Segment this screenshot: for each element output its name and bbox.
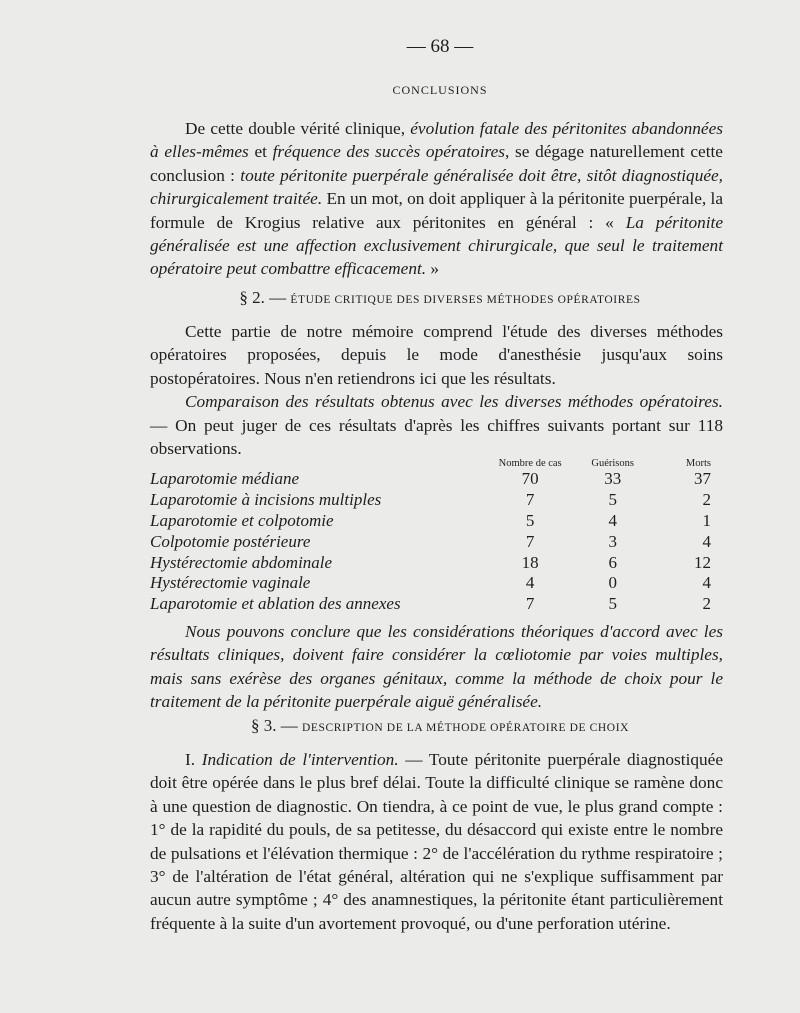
- column-header: Guérisons: [591, 458, 634, 469]
- paragraph-text: Cette partie de notre mémoire comprend l'étude des diverses méthodes opératoires proposées, depuis le mode d'anesthésie jusqu'aux soins postopératoires. Nous n'en retiendrons ici que les résultats.: [150, 322, 723, 388]
- table-row: Hystérectomie abdominale 18 6 12: [150, 552, 711, 572]
- section-title: CONCLUSIONS: [392, 83, 488, 97]
- table-row: Laparotomie et colpotomie 5 4 1: [150, 510, 711, 530]
- paragraph-text: De cette double vérité clinique, évolution fatale des péritonites abandonnées à elles-mêmes et fréquence des succès opératoires, se dégage naturellement cette conclusion : toute péritonite puerpérale généralisée doit être, sitôt diagnostiquée, chirurgicalement traitée. En un mot, on doit appliquer à la péritonite puerpérale, la formule de Krogius relative aux péritonites en général : « La péritonite généralisée est une affection exclusivement chirurgicale, que seul le traitement opératoire peut combattre efficacement. »: [150, 119, 724, 279]
- conclusion-paragraph: [150, 117, 723, 281]
- table-row: Colpotomie postérieure 7 3 4: [150, 531, 711, 551]
- methods-paragraph: [150, 320, 723, 460]
- section-heading-2: § 2. — ÉTUDE CRITIQUE DES DIVERSES MÉTHODES OPÉRATOIRES: [239, 288, 641, 307]
- column-header: Nombre de cas: [498, 458, 562, 469]
- paragraph-text: Nous pouvons conclure que les considérations théoriques d'accord avec les résultats cliniques, doivent faire considérer la cœliotomie par voies multiples, mais sans exérèse des organes génitaux, comme la méthode de choix pour le traitement de la péritonite puerpérale aiguë généralisée.: [150, 622, 723, 712]
- page-number: — 68 —: [406, 36, 474, 57]
- table-row: Laparotomie médiane 70 33 37: [150, 469, 711, 489]
- conclusion-italic-paragraph: [150, 620, 723, 714]
- indication-paragraph: [150, 748, 723, 935]
- section-heading-3: § 3. — DESCRIPTION DE LA MÉTHODE OPÉRATOIRE DE CHOIX: [250, 716, 630, 735]
- table-row: Laparotomie et ablation des annexes 7 5 2: [150, 594, 711, 614]
- table-row: Laparotomie à incisions multiples 7 5 2: [150, 490, 711, 510]
- table-row: Hystérectomie vaginale 4 0 4: [150, 573, 711, 593]
- column-header: Morts: [685, 458, 711, 469]
- results-table: [150, 451, 723, 615]
- paragraph-text: Comparaison des résultats obtenus avec les diverses méthodes opératoires. — On peut juger de ces résultats d'après les chiffres suivants portant sur 118 observations.: [150, 392, 723, 459]
- table-header-row: [150, 451, 723, 469]
- paragraph-text: I. Indication de l'intervention. — Toute péritonite puerpérale diagnostiquée doit être opérée dans le plus bref délai. Toute la difficulté clinique se ramène donc à une question de diagnostic. On tiendra, à ce point de vue, le plus grand compte : 1° de la rapidité du pouls, de sa petitesse, du désaccord qui existe entre le nombre de pulsations et l'élévation thermique : 2° de l'accélération du rythme respiratoire ; 3° de l'altération de l'état général, altération qui ne s'explique suffisamment par aucun autre symptôme ; 4° des anamnestiques, la péritonite étant particulièrement fréquente à la suite d'un avortement provoqué, ou d'une perforation utérine.: [150, 750, 724, 933]
